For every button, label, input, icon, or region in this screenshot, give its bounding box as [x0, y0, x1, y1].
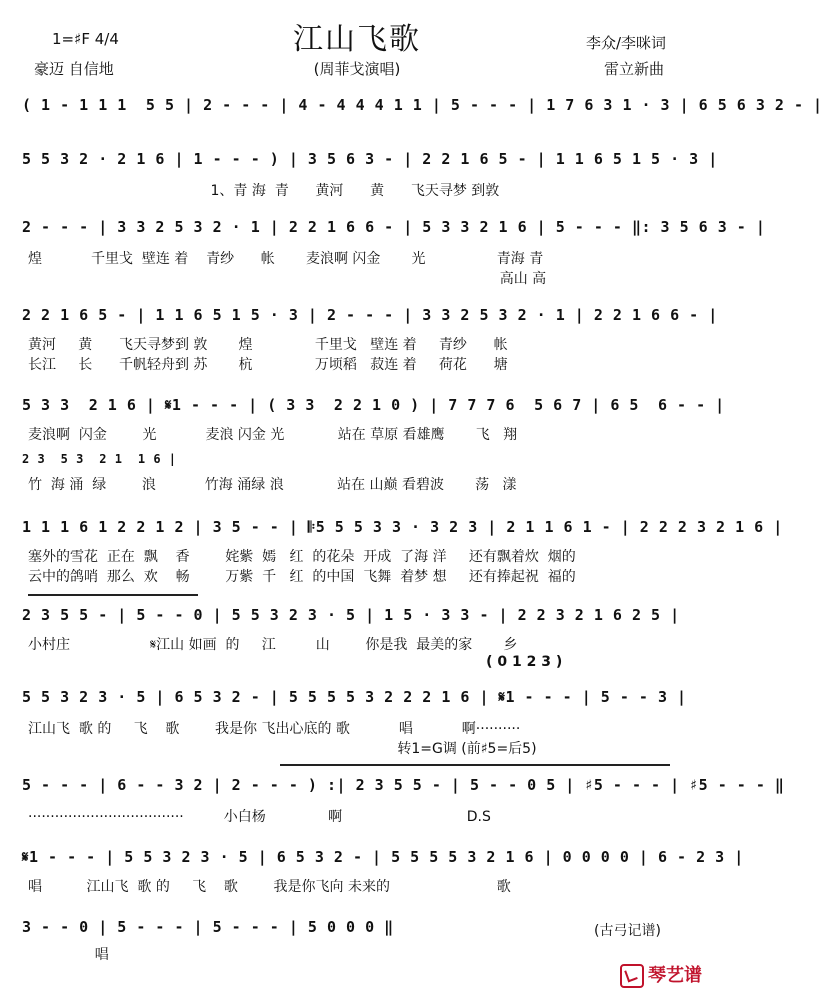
- logo-icon: [620, 964, 644, 988]
- lyric-line: 江山飞 歌 的 飞 歌 我是你 飞出心底的 歌 唱 啊··········: [28, 721, 521, 737]
- volta-bracket: [28, 594, 198, 596]
- transcriber-note: (古弓记谱): [594, 923, 661, 939]
- score-row-5: [22, 396, 725, 446]
- score-row-6: [22, 452, 690, 502]
- lyric-line: 小村庄 𝄋江山 如画 的 江 山 你是我 最美的家 乡: [28, 637, 518, 653]
- notation-line: 5 5 3 2 · 2 1 6 | 1 - - - ) | 3 5 6 3 - | 2 2 1 6 5 - | 1 1 6 5 1 5 · 3 |: [22, 150, 718, 168]
- score-row-2: [22, 150, 718, 220]
- key-signature: 1=♯F 4/4: [52, 30, 119, 48]
- lyric-line-2: 云中的鸽哨 那么 欢 畅 万紫 千 红 的中国 飞舞 着梦 想 还有捧起祝 福的: [28, 569, 576, 585]
- notation-line: 2 2 1 6 5 - | 1 1 6 5 1 5 · 3 | 2 - - - | 3 3 2 5 3 2 · 1 | 2 2 1 6 6 - |: [22, 306, 718, 324]
- composer-credit: 雷立新曲: [603, 60, 664, 78]
- performer-credit: (周菲戈演唱): [313, 60, 401, 78]
- notation-line: 1 1 1 6 1 2 2 1 2 | 3 5 - - | 𝄆5 5 5 3 3 · 3 2 3 | 2 1 1 6 1 - | 2 2 2 3 2 1 6 |: [22, 518, 783, 536]
- volta-bracket-2: [280, 764, 670, 766]
- score-row-8: [22, 606, 690, 676]
- lyric-line: 竹 海 涌 绿 浪 竹海 涌绿 浪 站在 山巅 看碧波 荡 漾: [28, 477, 517, 493]
- lyric-line: 煌 千里戈 壁连 着 青纱 帐 麦浪啊 闪金 光 青海 青: [28, 251, 544, 267]
- notation-line: 3 - - 0 | 5 - - - | 5 - - - | 5 0 0 0 ‖: [22, 918, 394, 936]
- score-row-11: [22, 848, 744, 898]
- score-row-12: [22, 918, 690, 968]
- site-logo: [620, 961, 702, 988]
- lyricist-credit: 李众/李咪词: [585, 34, 666, 52]
- lyric-line-2: 高山 高: [28, 271, 547, 287]
- lyric-line: 麦浪啊 闪金 光 麦浪 闪金 光 站在 草原 看雄鹰 飞 翔: [28, 427, 518, 443]
- logo-text: 琴艺谱: [648, 965, 702, 986]
- lyric-line-2: 转1=G调 (前♯5=后5): [28, 741, 537, 757]
- score-row-4: [22, 306, 718, 376]
- tempo-mood: 豪迈 自信地: [34, 60, 114, 78]
- score-row-9: [22, 688, 690, 758]
- notation-line: 𝄋1 - - - | 5 5 3 2 3 · 5 | 6 5 3 2 - | 5 5 5 5 3 2 1 6 | 0 0 0 0 | 6 - 2 3 |: [22, 848, 744, 866]
- score-row-3: [22, 218, 766, 298]
- lyric-line: 1、青 海 青 黄河 黄 飞天寻梦 到敦: [28, 183, 500, 199]
- notation-line: 5 5 3 2 3 · 5 | 6 5 3 2 - | 5 5 5 5 3 2 2 2 1 6 | 𝄋1 - - - | 5 - - 3 |: [22, 688, 687, 706]
- score-row-1: [22, 96, 823, 136]
- notation-line: 5 3 3 2 1 6 | 𝄋1 - - - | ( 3 3 2 2 1 0 ) | 7 7 7 6 5 6 7 | 6 5 6 - - |: [22, 396, 725, 414]
- lyric-line: 唱: [28, 947, 109, 963]
- lyric-line: 唱 江山飞 歌 的 飞 歌 我是你飞向 未来的 歌: [28, 879, 511, 895]
- lyric-line: 塞外的雪花 正在 飘 香 姹紫 嫣 红 的花朵 开成 了海 洋 还有飘着炊 烟的: [28, 549, 576, 565]
- score-row-7: [22, 518, 783, 588]
- notation-line: 5 - - - | 6 - - 3 2 | 2 - - - ) :| 2 3 5 5 - | 5 - - 0 5 | ♯5 - - - | ♯5 - - - ‖: [22, 776, 785, 794]
- lyric-line-2: 长江 长 千帆轻舟到 苏 杭 万顷稻 菽连 着 荷花 塘: [28, 357, 508, 373]
- notation-line: ( 1 - 1 1 1 5 5 | 2 - - - | 4 - 4 4 4 1 1 | 5 - - - | 1 7 6 3 1 · 3 | 6 5 6 3 2 - |: [22, 96, 823, 114]
- song-title: 江山飞歌: [293, 22, 421, 57]
- score-row-10: [22, 776, 785, 826]
- lyric-line: 黄河 黄 飞天寻梦到 敦 煌 千里戈 壁连 着 青纱 帐: [28, 337, 508, 353]
- lyric-line-2: ( 0 1 2 3 ): [28, 654, 563, 670]
- notation-line: 2 3 5 3 2 1 1 6 |: [22, 452, 177, 466]
- notation-line: 2 - - - | 3 3 2 5 3 2 · 1 | 2 2 1 6 6 - | 5 3 3 2 1 6 | 5 - - - ‖: 3 5 6 3 - |: [22, 218, 766, 236]
- lyric-line: ··································· 小白杨 啊 D.S: [28, 809, 491, 825]
- notation-line: 2 3 5 5 - | 5 - - 0 | 5 5 3 2 3 · 5 | 1 5 · 3 3 - | 2 2 3 2 1 6 2 5 |: [22, 606, 680, 624]
